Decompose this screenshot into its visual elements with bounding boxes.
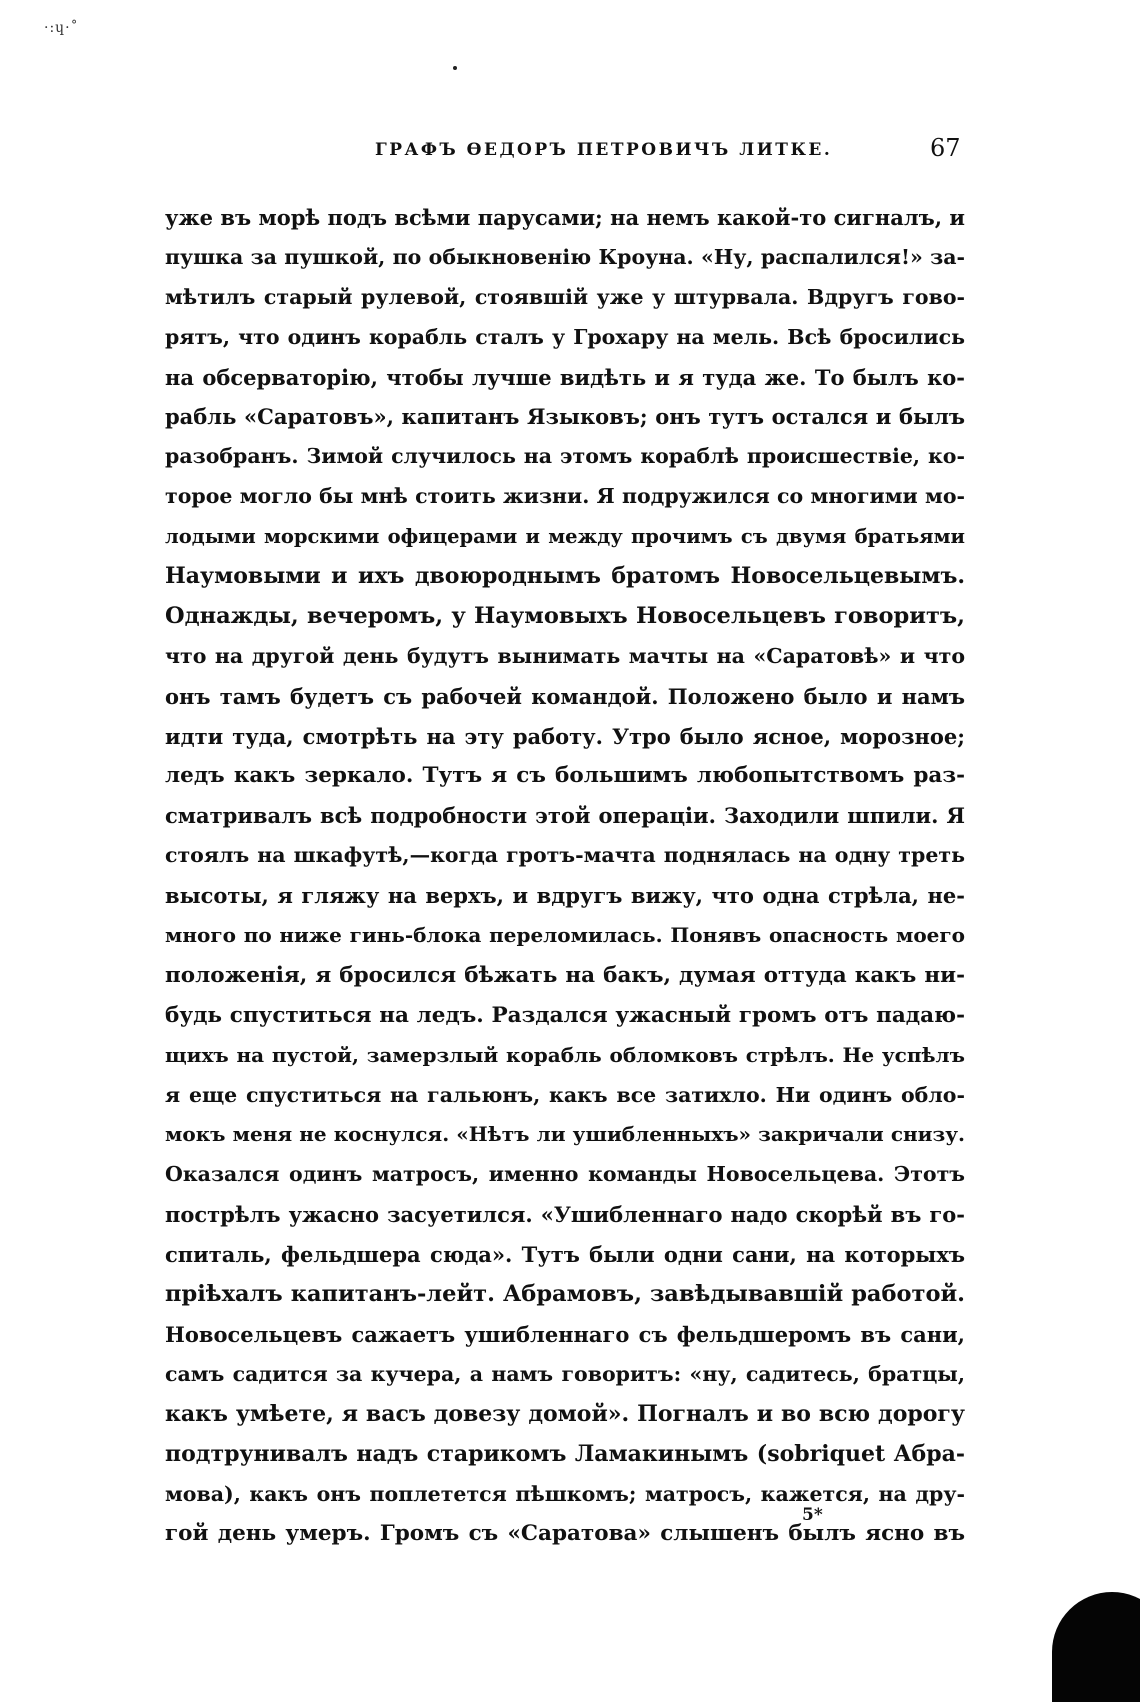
text-line: сматривалъ всѣ подробности этой операціи. Заходили шпили. Я xyxy=(165,803,965,829)
text-line: я еще спуститься на гальюнъ, какъ все затихло. Ни одинъ обло- xyxy=(165,1082,965,1107)
text-line: гой день умеръ. Громъ съ «Саратова» слышенъ былъ ясно въ xyxy=(165,1521,965,1547)
text-line: рятъ, что одинъ корабль сталъ у Грохару на мель. Всѣ бросились xyxy=(165,324,965,349)
text-line: Новосельцевъ сажаетъ ушибленнаго съ фельдшеромъ въ сани, xyxy=(165,1321,965,1347)
text-line: на обсерваторію, чтобы лучше видѣть и я туда же. То былъ ко- xyxy=(165,364,965,390)
text-line: онъ тамъ будетъ съ рабочей командой. Положено было и намъ xyxy=(165,683,965,709)
text-line: Оказался одинъ матросъ, именно команды Новосельцева. Этотъ xyxy=(165,1162,965,1187)
text-line: какъ умѣете, я васъ довезу домой». Погналъ и во всю дорогу xyxy=(165,1400,965,1427)
text-line: Наумовыми и ихъ двоюроднымъ братомъ Новосельцевымъ. xyxy=(165,563,965,590)
text-line: подтрунивалъ надъ старикомъ Ламакинымъ (sobriquet Абра- xyxy=(165,1440,965,1467)
text-line: самъ садится за кучера, а намъ говоритъ: «ну, садитесь, братцы, xyxy=(165,1361,965,1386)
text-line: разобранъ. Зимой случилось на этомъ кораблѣ происшествіе, ко- xyxy=(165,444,965,469)
text-line: стоялъ на шкафутѣ,—когда гротъ-мачта поднялась на одну треть xyxy=(165,843,965,868)
text-line: идти туда, смотрѣть на эту работу. Утро было ясное, морозное; xyxy=(165,723,965,749)
text-line: пушка за пушкой, по обыкновенію Кроуна. «Ну, распалился!» за- xyxy=(165,244,965,269)
body-text xyxy=(165,198,965,1554)
text-line: спиталь, фельдшера сюда». Тутъ были одни сани, на которыхъ xyxy=(165,1242,965,1268)
text-line: мова), какъ онъ поплетется пѣшкомъ; матросъ, кажется, на дру- xyxy=(165,1481,965,1506)
text-line: мокъ меня не коснулся. «Нѣтъ ли ушибленныхъ» закричали снизу. xyxy=(165,1122,965,1147)
running-head: ГРАФЪ ѲЕДОРЪ ПЕТРОВИЧЪ ЛИТКЕ. xyxy=(375,140,833,160)
text-line: торое могло бы мнѣ стоить жизни. Я подружился со многими мо- xyxy=(165,484,965,509)
text-line: будь спуститься на ледъ. Раздался ужасный громъ отъ падаю- xyxy=(165,1002,965,1028)
text-line: что на другой день будутъ вынимать мачты на «Саратовѣ» и что xyxy=(165,643,965,668)
text-line: пріѣхалъ капитанъ-лейт. Абрамовъ, завѣдывавшій работой. xyxy=(165,1281,965,1308)
page-number: 67 xyxy=(930,134,961,162)
text-line: Однажды, вечеромъ, у Наумовыхъ Новосельцевъ говоритъ, xyxy=(165,602,965,629)
text-line: положенія, я бросился бѣжать на бакъ, думая оттуда какъ ни- xyxy=(165,962,965,988)
text-line: ледъ какъ зеркало. Тутъ я съ большимъ любопытствомъ раз- xyxy=(165,763,965,789)
text-line: высоты, я гляжу на верхъ, и вдругъ вижу, что одна стрѣла, не- xyxy=(165,883,965,909)
signature-mark: 5* xyxy=(802,1505,823,1525)
scan-edge-blot xyxy=(1052,1592,1140,1702)
ink-dot xyxy=(453,66,457,70)
text-line: щихъ на пустой, замерзлый корабль обломковъ стрѣлъ. Не успѣлъ xyxy=(165,1042,965,1067)
corner-scan-mark: ·:ɥ·˚ xyxy=(44,20,79,36)
text-line: пострѣлъ ужасно засуетился. «Ушибленнаго надо скорѣй въ го- xyxy=(165,1202,965,1228)
text-line: мѣтилъ старый рулевой, стоявшій уже у штурвала. Вдругъ гово- xyxy=(165,284,965,309)
text-line: лодыми морскими офицерами и между прочимъ съ двумя братьями xyxy=(165,525,965,549)
text-line: рабль «Саратовъ», капитанъ Языковъ; онъ тутъ остался и былъ xyxy=(165,404,965,430)
text-line: уже въ морѣ подъ всѣми парусами; на немъ какой-то сигналъ, и xyxy=(165,205,965,230)
text-line: много по ниже гинь-блока переломилась. Понявъ опасность моего xyxy=(165,923,965,948)
